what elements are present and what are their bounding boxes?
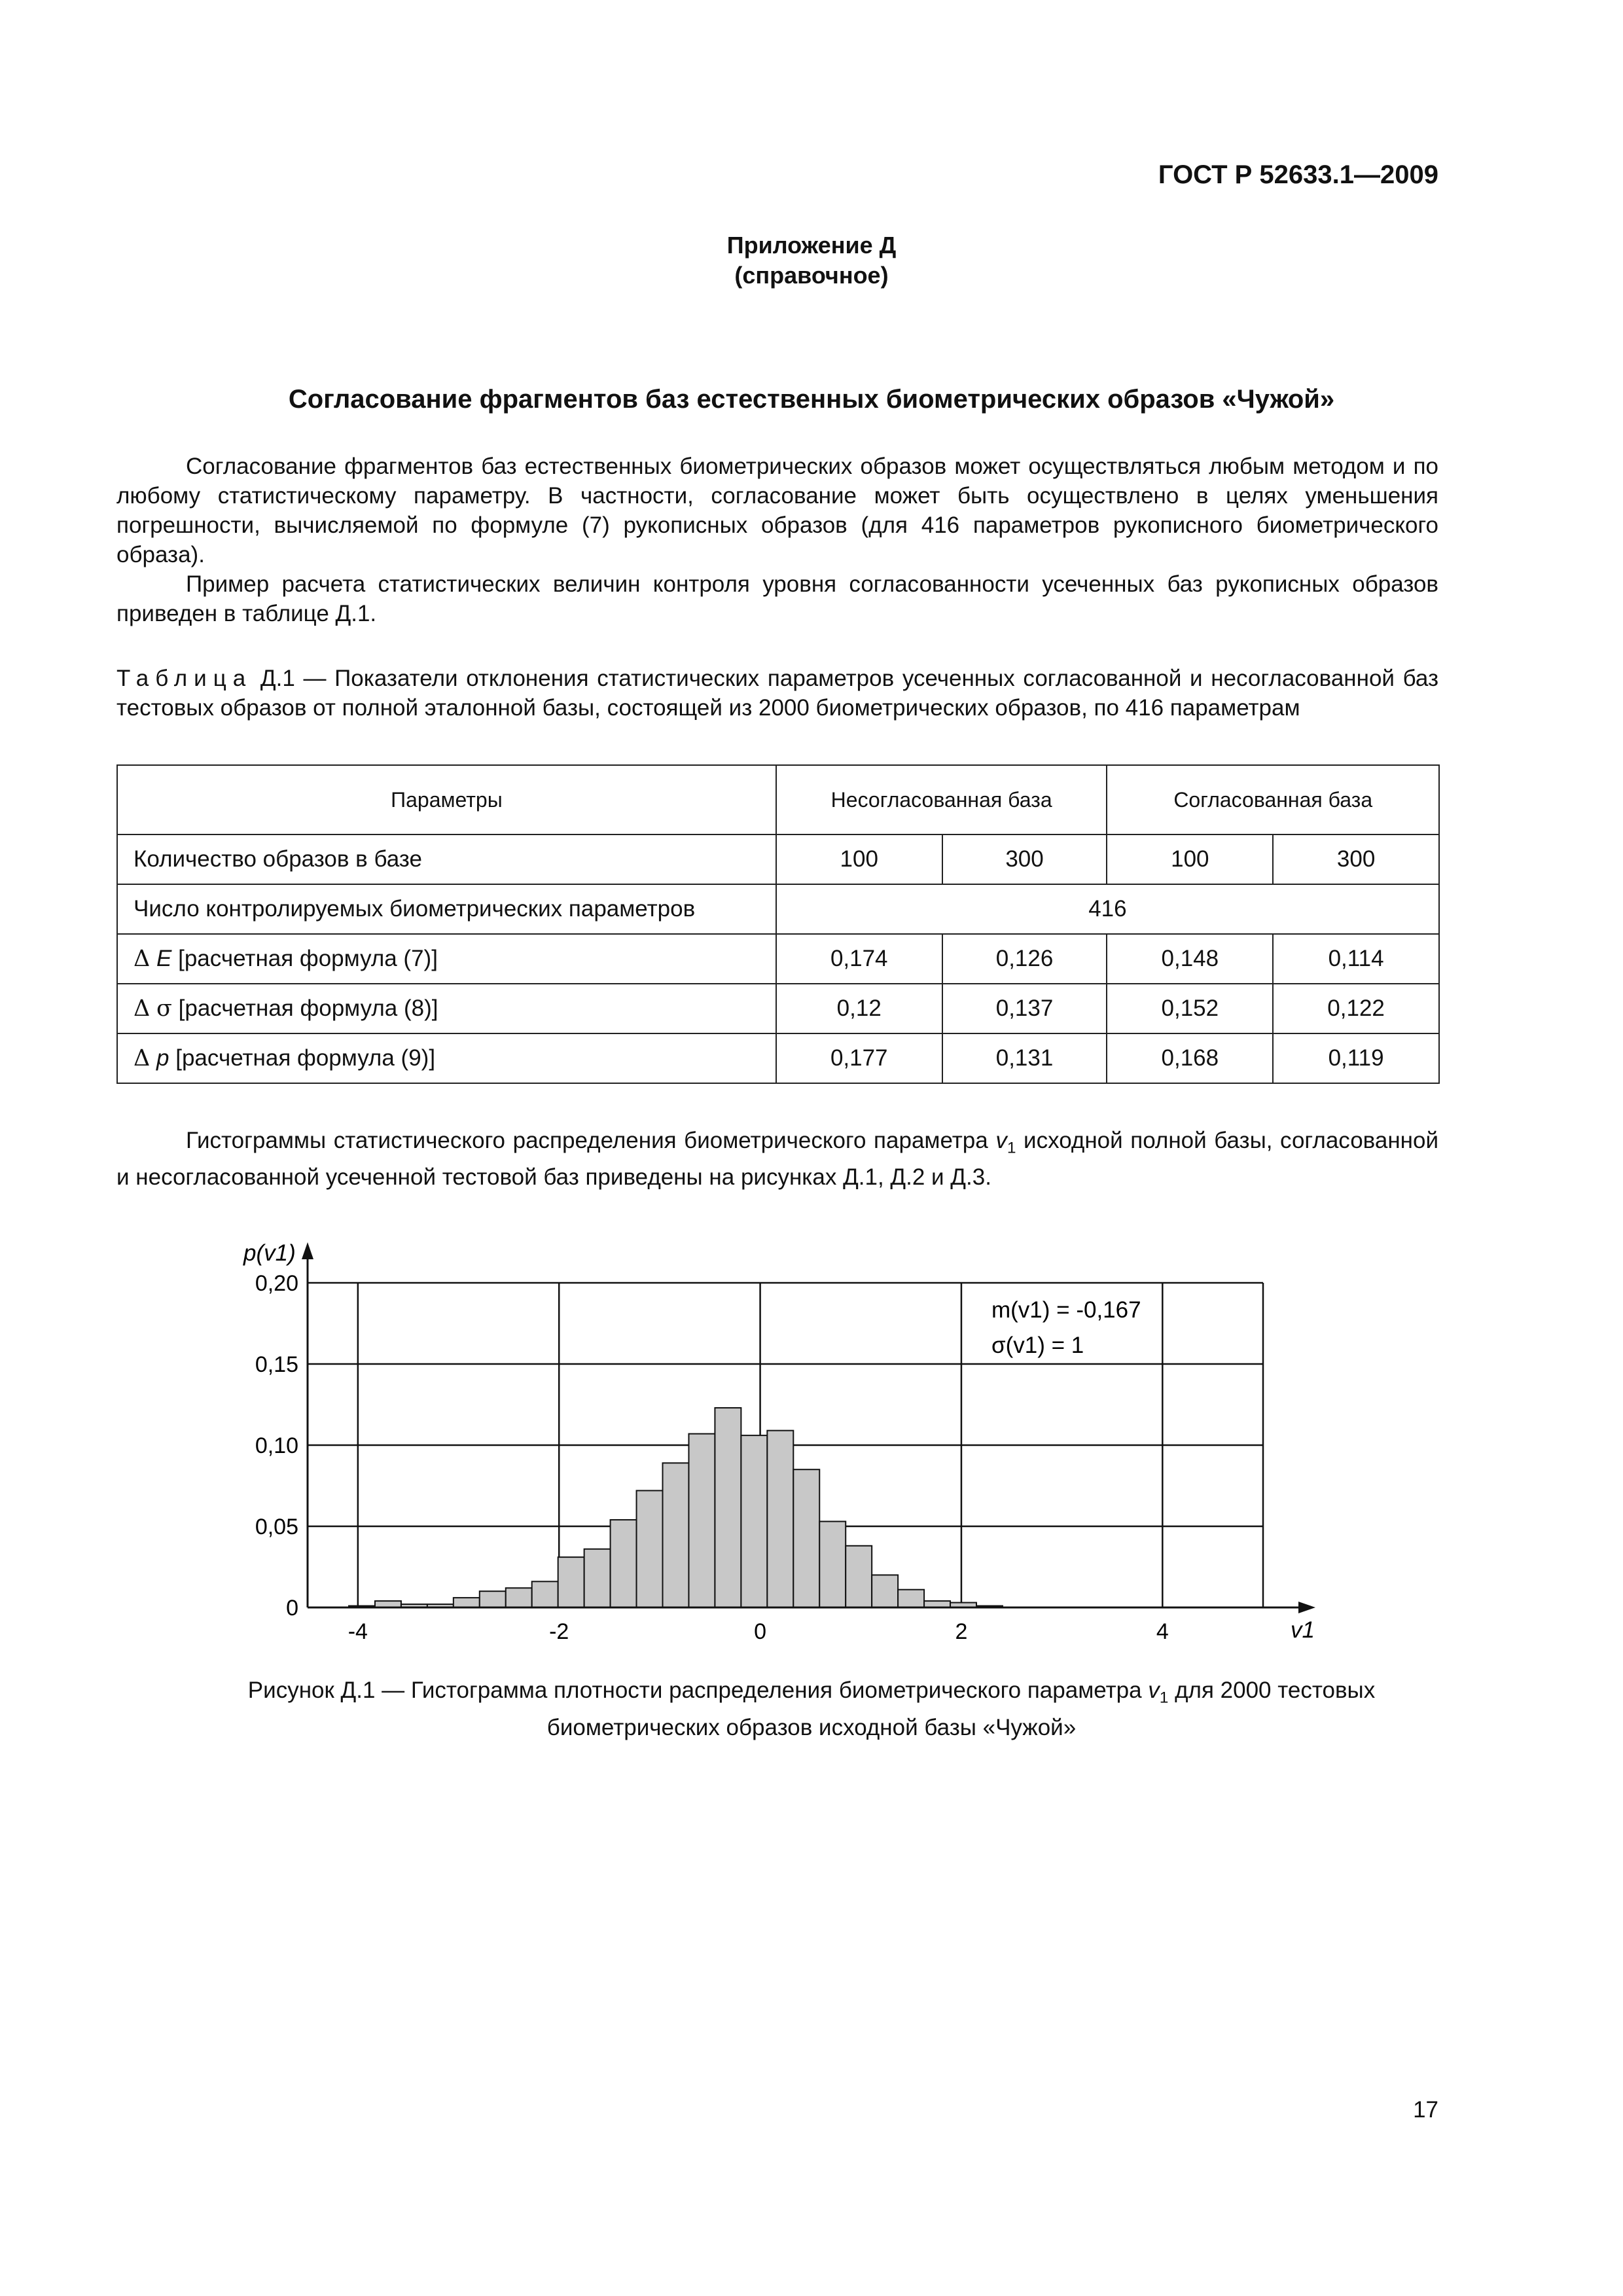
y-axis-arrow bbox=[302, 1242, 313, 1259]
row-variable: p bbox=[156, 1045, 169, 1071]
text-fragment: Рисунок Д.1 — Гистограмма плотности распределения биометрического параметра bbox=[247, 1677, 1149, 1703]
table-caption bbox=[116, 664, 1438, 723]
table-row bbox=[117, 1033, 1439, 1083]
table-cell: 0,152 bbox=[1107, 984, 1273, 1033]
table-cell: 0,137 bbox=[942, 984, 1107, 1033]
row-variable: E bbox=[156, 946, 172, 971]
section-title: Согласование фрагментов баз естественных биометрических образов «Чужой» bbox=[288, 385, 1335, 414]
text-fragment: исходной полной базы, согласованной и несогласованной усеченной тестовой баз приведены на рисунках Д.1, Д.2 и Д.3. bbox=[116, 1128, 1439, 1191]
x-axis-label: v1 bbox=[1291, 1617, 1315, 1643]
x-tick-label: 4 bbox=[1156, 1619, 1169, 1644]
row-label bbox=[117, 984, 776, 1033]
histogram-bar bbox=[898, 1590, 924, 1607]
intro-paragraph-1: Согласование фрагментов баз естественных биометрических образов может осуществляться любым методом и по любому статистическому параметру. В частности, согласование может быть осуществлено в целях уменьшения погрешности, вычисляемой по формуле (7) рукописных образов (для 416 параметров рукописного биометрического образа). bbox=[116, 454, 1438, 567]
histogram-bars bbox=[349, 1408, 1003, 1607]
intro-text bbox=[116, 452, 1438, 628]
table-cell: 0,12 bbox=[776, 984, 942, 1033]
figure-caption bbox=[0, 1676, 1623, 1743]
histogram-bar bbox=[846, 1546, 872, 1607]
histogram-bar bbox=[663, 1463, 689, 1607]
histogram-bar bbox=[767, 1431, 793, 1607]
row-label: Число контролируемых биометрических параметров bbox=[117, 884, 776, 934]
header-unmatched: Несогласованная база bbox=[776, 765, 1107, 834]
row-label-text: [расчетная формула (7)] bbox=[178, 946, 438, 971]
annex-title: Приложение Д bbox=[726, 232, 897, 259]
table-caption-word: Таблица bbox=[116, 666, 253, 691]
delta-symbol: Δ bbox=[134, 946, 151, 972]
histogram-bar bbox=[872, 1575, 898, 1607]
histogram-bar bbox=[480, 1591, 506, 1607]
annotation-line: σ(v1) = 1 bbox=[991, 1333, 1084, 1358]
row-variable: σ bbox=[156, 996, 172, 1022]
table-cell: 100 bbox=[1107, 834, 1273, 884]
table-caption-text: Д.1 — Показатели отклонения статистических параметров усеченных согласованной и несогласованной баз тестовых образов от полной эталонной базы, состоящей из 2000 биометрических образов, по 416 параметрам bbox=[116, 666, 1438, 721]
text-fragment: для 2000 тестовых bbox=[1168, 1677, 1376, 1703]
row-label bbox=[117, 1033, 776, 1083]
subscript: 1 bbox=[1007, 1139, 1016, 1157]
histogram-bar bbox=[611, 1520, 637, 1607]
table-cell: 300 bbox=[942, 834, 1107, 884]
x-tick-label: -2 bbox=[549, 1619, 569, 1644]
chart-annotation bbox=[991, 1297, 1141, 1358]
y-tick-label: 0,10 bbox=[255, 1433, 298, 1458]
table-row bbox=[117, 984, 1439, 1033]
annex-heading bbox=[0, 230, 1623, 291]
table-cell: 100 bbox=[776, 834, 942, 884]
histogram-bar bbox=[532, 1581, 558, 1607]
table-cell: 0,168 bbox=[1107, 1033, 1273, 1083]
figure-caption-line-2: биометрических образов исходной базы «Чужой» bbox=[546, 1715, 1077, 1741]
header-matched: Согласованная база bbox=[1107, 765, 1439, 834]
params-table bbox=[116, 764, 1440, 1084]
histogram-bar bbox=[741, 1435, 767, 1607]
page-number: 17 bbox=[1413, 2097, 1438, 2123]
y-tick-label: 0,05 bbox=[255, 1515, 298, 1539]
histogram-bar bbox=[793, 1469, 819, 1607]
table-cell: 0,114 bbox=[1273, 934, 1439, 984]
x-axis-arrow bbox=[1298, 1602, 1315, 1613]
table-row bbox=[117, 934, 1439, 984]
x-tick-label: -4 bbox=[348, 1619, 368, 1644]
table-cell: 0,177 bbox=[776, 1033, 942, 1083]
x-tick-label: 2 bbox=[955, 1619, 968, 1644]
histogram-intro-paragraph bbox=[116, 1126, 1438, 1192]
delta-symbol: Δ bbox=[134, 1045, 151, 1071]
histogram-bar bbox=[819, 1522, 846, 1607]
histogram-intro-text bbox=[116, 1126, 1438, 1192]
row-label: Количество образов в базе bbox=[117, 834, 776, 884]
text-fragment: Гистограммы статистического распределения биометрического параметра bbox=[186, 1128, 996, 1153]
table-cell: 0,119 bbox=[1273, 1033, 1439, 1083]
table-cell-merged: 416 bbox=[776, 884, 1439, 934]
table-row bbox=[117, 834, 1439, 884]
figure-caption-line-1 bbox=[0, 1676, 1623, 1713]
annotation-line: m(v1) = -0,167 bbox=[991, 1297, 1141, 1323]
row-label bbox=[117, 934, 776, 984]
delta-symbol: Δ bbox=[134, 996, 151, 1022]
table-header-row bbox=[117, 765, 1439, 834]
row-label-text: [расчетная формула (8)] bbox=[178, 996, 438, 1021]
table-cell: 0,126 bbox=[942, 934, 1107, 984]
histogram-bar bbox=[454, 1598, 480, 1607]
table-cell: 300 bbox=[1273, 834, 1439, 884]
row-label-text: [расчетная формула (9)] bbox=[175, 1045, 436, 1071]
y-tick-label: 0,15 bbox=[255, 1352, 298, 1377]
histogram-bar bbox=[584, 1549, 611, 1607]
y-tick-label: 0 bbox=[286, 1596, 298, 1621]
variable-v: v bbox=[1148, 1677, 1160, 1703]
annex-type: (справочное) bbox=[734, 262, 889, 289]
y-axis-label: p(v1) bbox=[243, 1240, 296, 1266]
header-params: Параметры bbox=[117, 765, 776, 834]
histogram-bar bbox=[688, 1434, 715, 1607]
histogram-chart bbox=[196, 1230, 1348, 1649]
y-tick-label: 0,20 bbox=[255, 1271, 298, 1296]
subscript: 1 bbox=[1159, 1689, 1169, 1707]
table-cell: 0,131 bbox=[942, 1033, 1107, 1083]
standard-id: ГОСТ Р 52633.1—2009 bbox=[1158, 160, 1438, 189]
histogram-bar bbox=[506, 1588, 532, 1607]
table-cell: 0,174 bbox=[776, 934, 942, 984]
intro-paragraph-2: Пример расчета статистических величин контроля уровня согласованности усеченных баз рукописных образов приведен в таблице Д.1. bbox=[116, 571, 1438, 626]
histogram-bar bbox=[637, 1490, 663, 1607]
histogram-bar bbox=[715, 1408, 741, 1607]
table-cell: 0,122 bbox=[1273, 984, 1439, 1033]
table-row bbox=[117, 884, 1439, 934]
table-cell: 0,148 bbox=[1107, 934, 1273, 984]
histogram-bar bbox=[558, 1557, 584, 1607]
x-tick-label: 0 bbox=[754, 1619, 767, 1644]
variable-v: v bbox=[995, 1128, 1007, 1153]
